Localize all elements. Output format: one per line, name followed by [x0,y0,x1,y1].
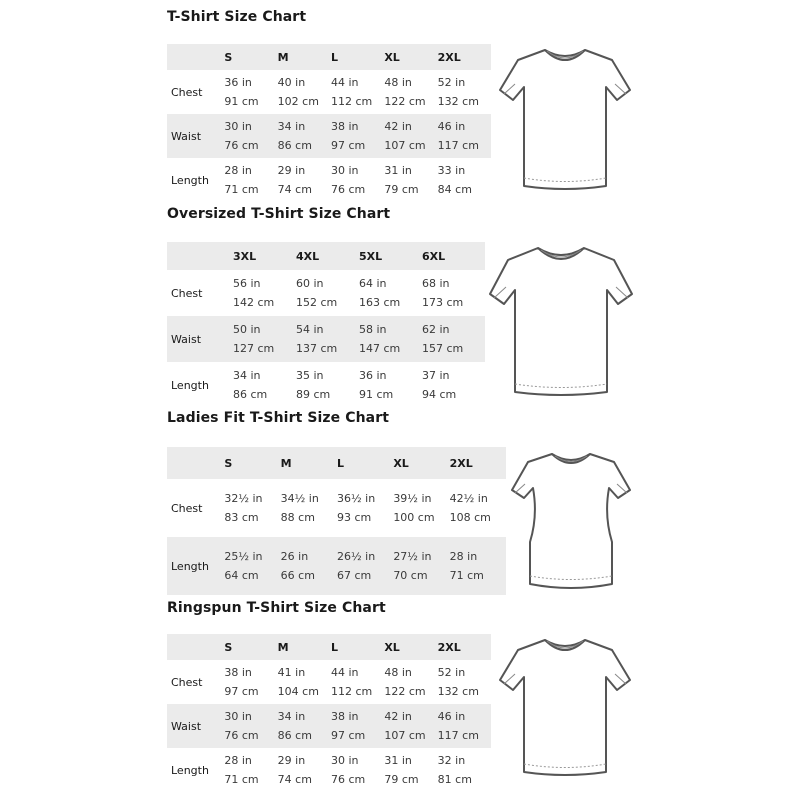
tshirt-icon [496,40,634,192]
size-cell: 44 in 112 cm [331,666,373,698]
size-cell: 42 in 107 cm [384,710,426,742]
size-cell: 42½ in 108 cm [449,492,491,524]
size-header: 2XL [437,640,461,654]
table-row-chest [167,479,506,537]
header-corner [167,44,224,70]
size-cell: 30 in 76 cm [224,120,259,152]
row-label: Chest [171,85,203,99]
size-header-row [167,242,485,270]
size-header: M [277,50,289,64]
size-cell: 34 in 86 cm [233,369,268,401]
size-cell: 62 in 157 cm [422,323,464,355]
header-corner [167,242,233,270]
size-table [167,634,491,792]
size-header: L [331,50,339,64]
size-cell: 68 in 173 cm [422,277,464,309]
size-cell: 28 in 71 cm [224,164,259,196]
size-cell: 46 in 117 cm [437,710,479,742]
table-row-length [167,362,485,408]
section-title: T-Shirt Size Chart [167,9,307,25]
size-header: 3XL [233,249,257,263]
size-header: XL [393,456,409,470]
size-cell: 58 in 147 cm [359,323,401,355]
size-header: L [336,456,344,470]
size-cell: 31 in 79 cm [384,754,419,786]
row-label: Chest [171,501,203,515]
row-label: Length [171,763,209,777]
row-label: Length [171,559,209,573]
size-cell: 26 in 66 cm [280,550,315,582]
size-cell: 50 in 127 cm [233,323,275,355]
size-cell: 29 in 74 cm [277,164,312,196]
size-cell: 39½ in 100 cm [393,492,435,524]
size-cell: 26½ in 67 cm [336,550,376,582]
table-row-waist [167,704,491,748]
size-cell: 28 in 71 cm [449,550,484,582]
size-header: S [224,640,233,654]
header-corner [167,634,224,660]
row-label: Waist [171,332,202,346]
size-cell: 52 in 132 cm [437,666,479,698]
ringspun-tshirt-icon [496,630,634,780]
row-label: Length [171,378,209,392]
size-cell: 37 in 94 cm [422,369,457,401]
size-header: L [331,640,339,654]
section-title: Ladies Fit T-Shirt Size Chart [167,410,390,426]
size-cell: 30 in 76 cm [224,710,259,742]
table-row-chest [167,270,485,316]
size-header-row [167,634,491,660]
size-header-row [167,44,491,70]
table-row-chest [167,70,491,114]
size-cell: 25½ in 64 cm [224,550,263,582]
size-header: 2XL [437,50,461,64]
size-header: M [277,640,289,654]
oversized-tshirt-icon [486,240,636,400]
row-label: Waist [171,129,202,143]
size-header: S [224,456,233,470]
size-cell: 44 in 112 cm [331,76,373,108]
size-table [167,44,491,202]
row-label: Chest [171,675,203,689]
row-label: Length [171,173,209,187]
size-cell: 33 in 84 cm [437,164,472,196]
size-cell: 41 in 104 cm [277,666,319,698]
size-table [167,447,506,595]
size-cell: 60 in 152 cm [296,277,338,309]
size-header: 5XL [359,249,383,263]
size-cell: 27½ in 70 cm [393,550,432,582]
size-cell: 32 in 81 cm [437,754,472,786]
size-cell: 34 in 86 cm [277,120,312,152]
size-cell: 30 in 76 cm [331,164,366,196]
size-cell: 38 in 97 cm [331,120,366,152]
size-cell: 29 in 74 cm [277,754,312,786]
size-cell: 35 in 89 cm [296,369,331,401]
size-header: 2XL [449,456,473,470]
size-cell: 46 in 117 cm [437,120,479,152]
size-cell: 48 in 122 cm [384,666,426,698]
table-row-waist [167,114,491,158]
size-header: 4XL [296,249,320,263]
size-header-row [167,447,506,479]
row-label: Waist [171,719,202,733]
size-cell: 30 in 76 cm [331,754,366,786]
size-cell: 28 in 71 cm [224,754,259,786]
size-header: M [280,456,292,470]
header-corner [167,447,224,479]
size-cell: 34 in 86 cm [277,710,312,742]
table-row-length [167,748,491,792]
section-title: Ringspun T-Shirt Size Chart [167,600,386,616]
size-cell: 31 in 79 cm [384,164,419,196]
size-cell: 48 in 122 cm [384,76,426,108]
section-title: Oversized T-Shirt Size Chart [167,206,391,222]
size-cell: 38 in 97 cm [331,710,366,742]
size-cell: 40 in 102 cm [277,76,319,108]
table-row-chest [167,660,491,704]
table-row-length [167,537,506,595]
size-cell: 36½ in 93 cm [336,492,376,524]
size-cell: 64 in 163 cm [359,277,401,309]
row-label: Chest [171,286,203,300]
size-header: XL [384,640,400,654]
size-cell: 38 in 97 cm [224,666,259,698]
size-header: 6XL [422,249,446,263]
table-row-length [167,158,491,202]
size-header: S [224,50,233,64]
size-cell: 36 in 91 cm [224,76,259,108]
table-row-waist [167,316,485,362]
size-cell: 34½ in 88 cm [280,492,319,524]
size-table [167,242,485,408]
size-cell: 54 in 137 cm [296,323,338,355]
size-cell: 36 in 91 cm [359,369,394,401]
size-cell: 52 in 132 cm [437,76,479,108]
size-cell: 56 in 142 cm [233,277,275,309]
size-cell: 42 in 107 cm [384,120,426,152]
ladies-tshirt-icon [508,446,634,592]
size-cell: 32½ in 83 cm [224,492,263,524]
size-header: XL [384,50,400,64]
